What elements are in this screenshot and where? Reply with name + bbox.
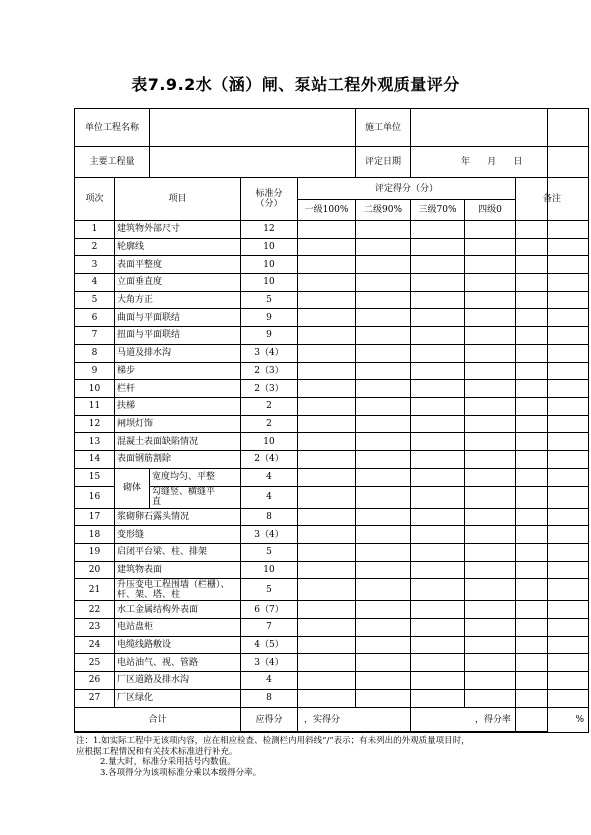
- grade2-cell[interactable]: [356, 433, 411, 451]
- row-no: 17: [75, 508, 115, 526]
- month-label: 月: [487, 157, 497, 167]
- grade4-cell[interactable]: [465, 397, 516, 415]
- table-row: [75, 238, 589, 256]
- row-item: 厂区绿化: [115, 689, 241, 707]
- grade1-cell[interactable]: [298, 654, 356, 672]
- grade4-cell[interactable]: [465, 415, 516, 433]
- table-row: [75, 601, 589, 619]
- row-item: 升压变电工程围墙（栏栅）、杆、架、塔、柱: [115, 579, 241, 601]
- row-no: 11: [75, 397, 115, 415]
- col-remark-header: 备注: [516, 178, 589, 221]
- row-no: 13: [75, 433, 115, 451]
- eval-date-label: 评定日期: [356, 147, 411, 178]
- note-line: 2.量大时，标准分采用括号内数值。: [100, 757, 236, 767]
- actual-score-label: ，实得分: [298, 707, 411, 732]
- grade4-cell[interactable]: [465, 526, 516, 544]
- col-score-group-header: 评定得分（分）: [298, 178, 516, 200]
- table-row: [75, 526, 589, 544]
- remark-cell[interactable]: [516, 579, 589, 601]
- grade4-cell[interactable]: [465, 256, 516, 274]
- grade1-cell[interactable]: [298, 362, 356, 380]
- table-row: [75, 636, 589, 654]
- remark-cell[interactable]: [516, 291, 589, 309]
- row-standard: 6（7）: [241, 601, 298, 619]
- grade2-cell[interactable]: [356, 415, 411, 433]
- row-no: 12: [75, 415, 115, 433]
- row-standard: 10: [241, 238, 298, 256]
- grade2-cell[interactable]: [356, 601, 411, 619]
- day-label: 日: [513, 157, 523, 167]
- grade1-cell[interactable]: [298, 397, 356, 415]
- row-no: 14: [75, 450, 115, 468]
- grade1-cell[interactable]: [298, 636, 356, 654]
- row-no: 3: [75, 256, 115, 274]
- row-standard: 9: [241, 309, 298, 327]
- grade4-cell[interactable]: [465, 544, 516, 562]
- grade4-cell[interactable]: [465, 579, 516, 601]
- grade1-cell[interactable]: [298, 544, 356, 562]
- grade1-cell[interactable]: [298, 380, 356, 398]
- table-row: [75, 672, 589, 690]
- row-no: 23: [75, 619, 115, 637]
- row-item: 闸坝灯饰: [115, 415, 241, 433]
- grade4-cell[interactable]: [465, 636, 516, 654]
- grade3-cell[interactable]: [411, 544, 465, 562]
- row-standard: 5: [241, 291, 298, 309]
- grade1-cell[interactable]: [298, 327, 356, 345]
- row-item: 梯步: [115, 362, 241, 380]
- main-quantity-label: 主要工程量: [75, 147, 150, 178]
- remark-cell[interactable]: [516, 619, 589, 637]
- grade3-cell[interactable]: [411, 327, 465, 345]
- remark-cell[interactable]: [516, 544, 589, 562]
- grade3-cell[interactable]: [411, 362, 465, 380]
- remark-cell[interactable]: [516, 380, 589, 398]
- row-standard: 12: [241, 221, 298, 239]
- row-item: 表面钢筋割除: [115, 450, 241, 468]
- table-row: [75, 415, 589, 433]
- remark-cell[interactable]: [516, 433, 589, 451]
- grade3-cell[interactable]: [411, 526, 465, 544]
- grade3-cell[interactable]: [411, 256, 465, 274]
- remark-cell[interactable]: [516, 636, 589, 654]
- table-row: [75, 508, 589, 526]
- grade4-cell[interactable]: [465, 561, 516, 579]
- remark-cell[interactable]: [516, 450, 589, 468]
- grade1-cell[interactable]: [298, 450, 356, 468]
- grade4-cell[interactable]: [465, 654, 516, 672]
- table-row: [75, 309, 589, 327]
- header-row-1: [75, 109, 589, 147]
- grade3-cell[interactable]: [411, 689, 465, 707]
- grade4-cell[interactable]: [465, 221, 516, 239]
- grade4-cell[interactable]: [465, 433, 516, 451]
- grade1-cell[interactable]: [298, 601, 356, 619]
- grade3-cell[interactable]: [411, 487, 465, 509]
- table-row: [75, 561, 589, 579]
- grade4-cell[interactable]: [465, 380, 516, 398]
- note-line: 注：1.如实际工程中无该项内容，应在相应检查、检测栏内用斜线“/”表示；有未列出的外观质量项目时，: [76, 736, 470, 746]
- grade2-cell[interactable]: [356, 468, 411, 487]
- table-row: [75, 362, 589, 380]
- row-no: 16: [75, 487, 115, 509]
- row-standard: 5: [241, 579, 298, 601]
- grade4-cell[interactable]: [465, 362, 516, 380]
- table-row: [75, 433, 589, 451]
- remark-cell[interactable]: [516, 309, 589, 327]
- grade2-cell[interactable]: [356, 274, 411, 292]
- remark-cell[interactable]: [516, 327, 589, 345]
- row-item: 混凝土表面缺陷情况: [115, 433, 241, 451]
- row-standard: 4（5）: [241, 636, 298, 654]
- should-score-label: 应得分: [241, 707, 298, 732]
- year-label: 年: [461, 157, 471, 167]
- row-no: 4: [75, 274, 115, 292]
- grade2-cell[interactable]: [356, 654, 411, 672]
- grade2-cell[interactable]: [356, 672, 411, 690]
- notes: [76, 736, 556, 778]
- table-row: [75, 468, 589, 487]
- remark-cell[interactable]: [516, 561, 589, 579]
- grade3-cell[interactable]: [411, 238, 465, 256]
- row-no: 2: [75, 238, 115, 256]
- grade3-cell[interactable]: [411, 397, 465, 415]
- grade2-cell[interactable]: [356, 221, 411, 239]
- note-line: 3.各项得分为该项标准分乘以本级得分率。: [100, 767, 262, 778]
- row-standard: 2（4）: [241, 450, 298, 468]
- table-row: [75, 344, 589, 362]
- row-no: 26: [75, 672, 115, 690]
- row-no: 18: [75, 526, 115, 544]
- grade2-cell[interactable]: [356, 579, 411, 601]
- grade4-cell[interactable]: [465, 274, 516, 292]
- col-grade2-header: 二级90%: [356, 200, 411, 221]
- grade4-cell[interactable]: [465, 672, 516, 690]
- grade2-cell[interactable]: [356, 309, 411, 327]
- row-item: 建筑物表面: [115, 561, 241, 579]
- row-standard: 10: [241, 433, 298, 451]
- remark-cell[interactable]: [516, 238, 589, 256]
- grade3-cell[interactable]: [411, 309, 465, 327]
- grade1-cell[interactable]: [298, 221, 356, 239]
- row-standard: 10: [241, 561, 298, 579]
- unit-project-label: 单位工程名称: [75, 109, 150, 147]
- grade1-cell[interactable]: [298, 344, 356, 362]
- total-label: 合计: [75, 707, 241, 732]
- table-row: [75, 619, 589, 637]
- table-row: [75, 544, 589, 562]
- grade4-cell[interactable]: [465, 508, 516, 526]
- grade3-cell[interactable]: [411, 274, 465, 292]
- grade4-cell[interactable]: [465, 327, 516, 345]
- remark-cell[interactable]: [516, 487, 589, 509]
- col-standard-header: 标准分 （分）: [241, 178, 298, 221]
- grade1-cell[interactable]: [298, 619, 356, 637]
- row-standard: 10: [241, 256, 298, 274]
- row-no: 22: [75, 601, 115, 619]
- row-item: 电站盘柜: [115, 619, 241, 637]
- row-standard: 7: [241, 619, 298, 637]
- grade1-cell[interactable]: [298, 291, 356, 309]
- remark-cell[interactable]: [516, 601, 589, 619]
- grade2-cell[interactable]: [356, 508, 411, 526]
- row-no: 19: [75, 544, 115, 562]
- remark-cell[interactable]: [516, 526, 589, 544]
- remark-cell[interactable]: [516, 654, 589, 672]
- col-no-header: 项次: [75, 178, 115, 221]
- col-grade4-header: 四级0: [465, 200, 516, 221]
- grade3-cell[interactable]: [411, 619, 465, 637]
- row-item: 扭面与平面联结: [115, 327, 241, 345]
- table-row: [75, 450, 589, 468]
- grade3-cell[interactable]: [411, 415, 465, 433]
- table-row: [75, 579, 589, 601]
- table-row: [75, 274, 589, 292]
- grade2-cell[interactable]: [356, 256, 411, 274]
- grade4-cell[interactable]: [465, 344, 516, 362]
- table-row: [75, 221, 589, 239]
- col-item-header: 项目: [115, 178, 241, 221]
- row-item: 宽度均匀、平整: [150, 468, 241, 487]
- row-no: 15: [75, 468, 115, 487]
- grade3-cell[interactable]: [411, 672, 465, 690]
- row-standard: 10: [241, 274, 298, 292]
- row-item: 启闭平台梁、柱、排架: [115, 544, 241, 562]
- row-standard: 4: [241, 468, 298, 487]
- row-standard: 4: [241, 487, 298, 509]
- row-no: 7: [75, 327, 115, 345]
- table-row: [75, 487, 589, 509]
- grade4-cell[interactable]: [465, 601, 516, 619]
- table-row: [75, 380, 589, 398]
- grade1-cell[interactable]: [298, 579, 356, 601]
- column-header-row-1: [75, 178, 589, 200]
- grade3-cell[interactable]: [411, 579, 465, 601]
- grade2-cell[interactable]: [356, 561, 411, 579]
- grade2-cell[interactable]: [356, 619, 411, 637]
- grade4-cell[interactable]: [465, 291, 516, 309]
- grade3-cell[interactable]: [411, 433, 465, 451]
- grade2-cell[interactable]: [356, 397, 411, 415]
- note-line: 应根据工程情况和有关技术标准进行补充。: [76, 746, 238, 757]
- grade1-cell[interactable]: [298, 274, 356, 292]
- grade2-cell[interactable]: [356, 636, 411, 654]
- row-standard: 5: [241, 544, 298, 562]
- row-no: 24: [75, 636, 115, 654]
- row-no: 6: [75, 309, 115, 327]
- row-standard: 2（3）: [241, 380, 298, 398]
- construction-unit-value[interactable]: [411, 109, 589, 147]
- remark-cell[interactable]: [516, 508, 589, 526]
- remark-cell[interactable]: [516, 274, 589, 292]
- grade3-cell[interactable]: [411, 344, 465, 362]
- table-row: [75, 327, 589, 345]
- grade3-cell[interactable]: [411, 221, 465, 239]
- row-no: 9: [75, 362, 115, 380]
- grade3-cell[interactable]: [411, 601, 465, 619]
- masonry-label: 砌体: [115, 468, 150, 508]
- grade1-cell[interactable]: [298, 689, 356, 707]
- grade2-cell[interactable]: [356, 689, 411, 707]
- main-quantity-value[interactable]: [150, 147, 356, 178]
- grade3-cell[interactable]: [411, 654, 465, 672]
- row-standard: 2: [241, 397, 298, 415]
- page-title: 表7.9.2水（涵）闸、泵站工程外观质量评分: [131, 75, 460, 94]
- grade4-cell[interactable]: [465, 238, 516, 256]
- grade4-cell[interactable]: [465, 689, 516, 707]
- grade2-cell[interactable]: [356, 327, 411, 345]
- row-standard: 3（4）: [241, 344, 298, 362]
- remark-cell[interactable]: [516, 468, 589, 487]
- row-no: 1: [75, 221, 115, 239]
- row-standard: 2（3）: [241, 362, 298, 380]
- grade2-cell[interactable]: [356, 362, 411, 380]
- grade3-cell[interactable]: [411, 380, 465, 398]
- row-standard: 9: [241, 327, 298, 345]
- grade4-cell[interactable]: [465, 309, 516, 327]
- grade1-cell[interactable]: [298, 468, 356, 487]
- grade2-cell[interactable]: [356, 487, 411, 509]
- row-no: 5: [75, 291, 115, 309]
- grade1-cell[interactable]: [298, 415, 356, 433]
- grade1-cell[interactable]: [298, 526, 356, 544]
- row-item: 厂区道路及排水沟: [115, 672, 241, 690]
- grade1-cell[interactable]: [298, 487, 356, 509]
- grade1-cell[interactable]: [298, 672, 356, 690]
- grade1-cell[interactable]: [298, 256, 356, 274]
- row-item: 大角方正: [115, 291, 241, 309]
- grade1-cell[interactable]: [298, 508, 356, 526]
- grade1-cell[interactable]: [298, 433, 356, 451]
- remark-cell[interactable]: [516, 672, 589, 690]
- grade4-cell[interactable]: [465, 487, 516, 509]
- row-item: 电站油气、视、管路: [115, 654, 241, 672]
- row-standard: 3（4）: [241, 526, 298, 544]
- score-rate-label: ，得分率: [411, 707, 516, 732]
- grade3-cell[interactable]: [411, 508, 465, 526]
- row-item: 勾缝竖、横缝平 直: [150, 487, 241, 509]
- row-no: 25: [75, 654, 115, 672]
- row-no: 27: [75, 689, 115, 707]
- row-standard: 2: [241, 415, 298, 433]
- row-item: 马道及排水沟: [115, 344, 241, 362]
- grade2-cell[interactable]: [356, 544, 411, 562]
- grade1-cell[interactable]: [298, 238, 356, 256]
- grade4-cell[interactable]: [465, 619, 516, 637]
- grade2-cell[interactable]: [356, 291, 411, 309]
- header-row-2: [75, 147, 589, 178]
- row-standard: 4: [241, 672, 298, 690]
- grade2-cell[interactable]: [356, 526, 411, 544]
- row-item: 电缆线路敷设: [115, 636, 241, 654]
- percent-sign: %: [516, 707, 589, 732]
- row-item: 栏杆: [115, 380, 241, 398]
- table-row: [75, 256, 589, 274]
- row-no: 10: [75, 380, 115, 398]
- construction-unit-label: 施工单位: [356, 109, 411, 147]
- row-item: 水工金属结构外表面: [115, 601, 241, 619]
- remark-cell[interactable]: [516, 256, 589, 274]
- grade4-cell[interactable]: [465, 468, 516, 487]
- row-item: 立面垂直度: [115, 274, 241, 292]
- row-item: 建筑物外部尺寸: [115, 221, 241, 239]
- grade3-cell[interactable]: [411, 636, 465, 654]
- remark-cell[interactable]: [516, 397, 589, 415]
- total-row: [75, 707, 589, 732]
- row-standard: 8: [241, 508, 298, 526]
- row-item: 浆砌卵石露头情况: [115, 508, 241, 526]
- grade4-cell[interactable]: [465, 450, 516, 468]
- eval-date-value[interactable]: [411, 147, 589, 178]
- table-row: [75, 654, 589, 672]
- grade3-cell[interactable]: [411, 450, 465, 468]
- grade1-cell[interactable]: [298, 561, 356, 579]
- row-item: 表面平整度: [115, 256, 241, 274]
- grade1-cell[interactable]: [298, 309, 356, 327]
- grade2-cell[interactable]: [356, 450, 411, 468]
- col-grade1-header: 一级100%: [298, 200, 356, 221]
- remark-cell[interactable]: [516, 362, 589, 380]
- table-row: [75, 689, 589, 707]
- grade2-cell[interactable]: [356, 238, 411, 256]
- unit-project-value[interactable]: [150, 109, 356, 147]
- row-item: 轮廓线: [115, 238, 241, 256]
- row-standard: 3（4）: [241, 654, 298, 672]
- row-no: 20: [75, 561, 115, 579]
- row-no: 8: [75, 344, 115, 362]
- row-item: 变形缝: [115, 526, 241, 544]
- grade2-cell[interactable]: [356, 380, 411, 398]
- row-standard: 8: [241, 689, 298, 707]
- remark-cell[interactable]: [516, 221, 589, 239]
- grade3-cell[interactable]: [411, 561, 465, 579]
- quality-score-table: [74, 108, 589, 733]
- row-item: 扶梯: [115, 397, 241, 415]
- grade3-cell[interactable]: [411, 291, 465, 309]
- grade2-cell[interactable]: [356, 344, 411, 362]
- remark-cell[interactable]: [516, 344, 589, 362]
- col-grade3-header: 三级70%: [411, 200, 465, 221]
- remark-cell[interactable]: [516, 415, 589, 433]
- remark-cell[interactable]: [516, 689, 589, 707]
- row-item: 曲面与平面联结: [115, 309, 241, 327]
- row-no: 21: [75, 579, 115, 601]
- table-row: [75, 291, 589, 309]
- grade3-cell[interactable]: [411, 468, 465, 487]
- table-row: [75, 397, 589, 415]
